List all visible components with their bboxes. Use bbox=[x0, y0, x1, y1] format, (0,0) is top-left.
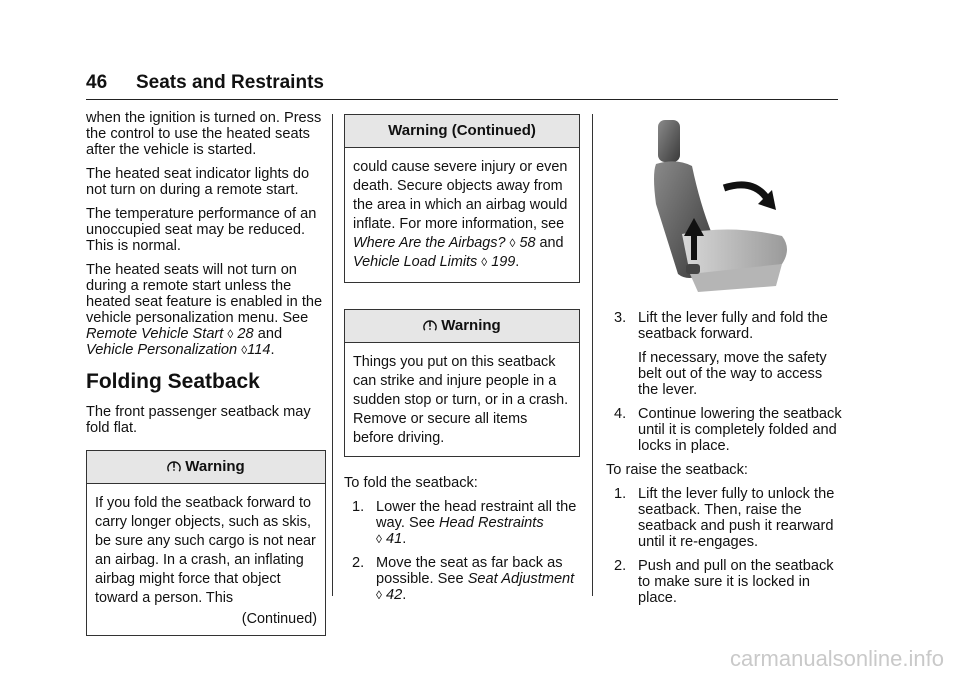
column-divider-1 bbox=[332, 114, 333, 596]
page-reference[interactable]: 28 bbox=[237, 326, 254, 342]
page-reference[interactable]: 42 bbox=[386, 587, 403, 603]
paragraph: The front passenger seatback may fold flat. bbox=[86, 404, 311, 436]
step-number: 2. bbox=[614, 558, 627, 574]
list-item: 1. Lower the head restraint all the way. See Head Restraints ◊ 41. bbox=[352, 499, 577, 547]
list-item: 2. Move the seat as far back as possible. See Seat Adjustment ◊ 42. bbox=[352, 555, 575, 603]
step-number: 2. bbox=[352, 555, 365, 571]
step-number: 3. bbox=[614, 310, 627, 326]
raise-steps-list bbox=[606, 486, 842, 606]
warning-header bbox=[345, 310, 579, 343]
warning-title: Warning bbox=[441, 317, 501, 334]
seat-illustration bbox=[642, 114, 802, 300]
column-1 bbox=[86, 110, 326, 636]
warning-box-2 bbox=[344, 309, 580, 457]
paragraph-text: The heated seats will not turn on during a remote start unless the heated seat feature is enabled in the vehicle personalization menu. See bbox=[86, 262, 323, 326]
page-reference[interactable]: 58 bbox=[519, 235, 536, 251]
column-3 bbox=[606, 114, 842, 614]
cross-reference-link[interactable]: Vehicle Load Limits bbox=[353, 254, 478, 270]
step-number: 1. bbox=[352, 499, 365, 515]
list-item bbox=[614, 406, 842, 454]
warning-text-part: could cause severe injury or even death. Secure objects away from the area in which an airbag would inflate. For more information, see bbox=[353, 159, 568, 232]
warning-header bbox=[87, 451, 325, 484]
step-text: Lower the head restraint all the way. See bbox=[376, 499, 577, 531]
reference-symbol: ◊ bbox=[376, 532, 382, 546]
warning-text: could cause severe injury or even death. Secure objects away from the area in which an airbag would inflate. For more information, see Where Are the Airbags? ◊ 58 and Vehicle Load Limits ◊ 199. bbox=[353, 159, 568, 270]
reference-symbol: ◊ bbox=[241, 343, 248, 357]
page-number: 46 bbox=[86, 72, 108, 93]
fold-steps-list bbox=[344, 499, 580, 603]
fold-steps-list-continued-2 bbox=[606, 406, 842, 454]
paragraph: The heated seat indicator lights do not turn on during a remote start. bbox=[86, 166, 310, 198]
instruction-intro: To raise the seatback: bbox=[606, 462, 748, 478]
cross-reference-link[interactable]: Seat Adjustment bbox=[467, 571, 575, 587]
column-2 bbox=[344, 114, 580, 611]
warning-icon bbox=[423, 318, 437, 332]
warning-continued-body bbox=[345, 148, 579, 282]
fold-steps-list-continued bbox=[606, 310, 842, 342]
page-title: Seats and Restraints bbox=[136, 72, 324, 93]
step-text: Lift the lever fully and fold the seatback forward. bbox=[638, 310, 828, 342]
step-number: 4. bbox=[614, 406, 627, 422]
step-text: Lift the lever fully to unlock the seatback. Then, raise the seatback and push it rearward until it re-engages. bbox=[638, 486, 835, 550]
warning-text: If you fold the seatback forward to carry longer objects, such as skis, be sure any such cargo is not near an airbag. In a crash, an inflating airbag might force that object toward a person. This bbox=[95, 495, 316, 606]
page-reference[interactable]: 199 bbox=[491, 254, 516, 270]
column-divider-2 bbox=[592, 114, 593, 596]
warning-body bbox=[87, 484, 325, 635]
paragraph: The heated seats will not turn on during a remote start unless the heated seat feature is enabled in the vehicle personalization menu. See Remote Vehicle Start ◊ 28 and Vehicle Personalization ◊114. bbox=[86, 262, 323, 358]
reference-symbol: ◊ bbox=[481, 255, 488, 269]
connector-text: and bbox=[257, 326, 283, 342]
cross-reference-link[interactable]: Vehicle Personalization bbox=[86, 342, 238, 358]
instruction-intro: To fold the seatback: bbox=[344, 475, 478, 491]
page-reference[interactable]: 114 bbox=[247, 342, 271, 358]
paragraph: when the ignition is turned on. Press the control to use the heated seats after the vehicle is started. bbox=[86, 110, 322, 158]
cross-reference-link[interactable]: Where Are the Airbags? bbox=[353, 235, 506, 251]
warning-icon bbox=[167, 459, 181, 473]
cross-reference-link[interactable]: Remote Vehicle Start bbox=[86, 326, 224, 342]
watermark: carmanualsonline.info bbox=[729, 646, 944, 671]
list-item bbox=[614, 558, 842, 606]
step-note: If necessary, move the safety belt out of the way to access the lever. bbox=[638, 350, 827, 398]
step-text: Continue lowering the seatback until it is completely folded and locks in place. bbox=[638, 406, 842, 454]
warning-title: Warning bbox=[185, 458, 245, 475]
step-text: Push and pull on the seatback to make sure it is locked in place. bbox=[638, 558, 834, 606]
reference-symbol: ◊ bbox=[509, 236, 516, 250]
continued-label: (Continued) bbox=[241, 611, 317, 627]
page-reference[interactable]: 41 bbox=[386, 531, 403, 547]
warning-box bbox=[86, 450, 326, 636]
reference-symbol: ◊ bbox=[227, 327, 234, 341]
warning-body bbox=[345, 343, 579, 456]
step-number: 1. bbox=[614, 486, 627, 502]
list-item bbox=[614, 310, 842, 342]
cross-reference-link[interactable]: Head Restraints bbox=[439, 515, 544, 531]
section-heading: Folding Seatback bbox=[86, 370, 260, 393]
header-rule bbox=[86, 99, 838, 100]
warning-text: Things you put on this seatback can strike and injure people in a sudden stop or turn, or in a crash. Remove or secure all items before driving. bbox=[353, 354, 569, 446]
warning-continued-box bbox=[344, 114, 580, 283]
step-text: Move the seat as far back as possible. See bbox=[376, 555, 563, 587]
warning-continued-header: Warning (Continued) bbox=[345, 115, 579, 148]
paragraph: The temperature performance of an unoccupied seat may be reduced. This is normal. bbox=[86, 206, 317, 254]
reference-symbol: ◊ bbox=[376, 588, 382, 602]
list-item bbox=[614, 486, 842, 550]
connector-text: and bbox=[539, 235, 564, 251]
seat-folding-image bbox=[642, 114, 802, 300]
